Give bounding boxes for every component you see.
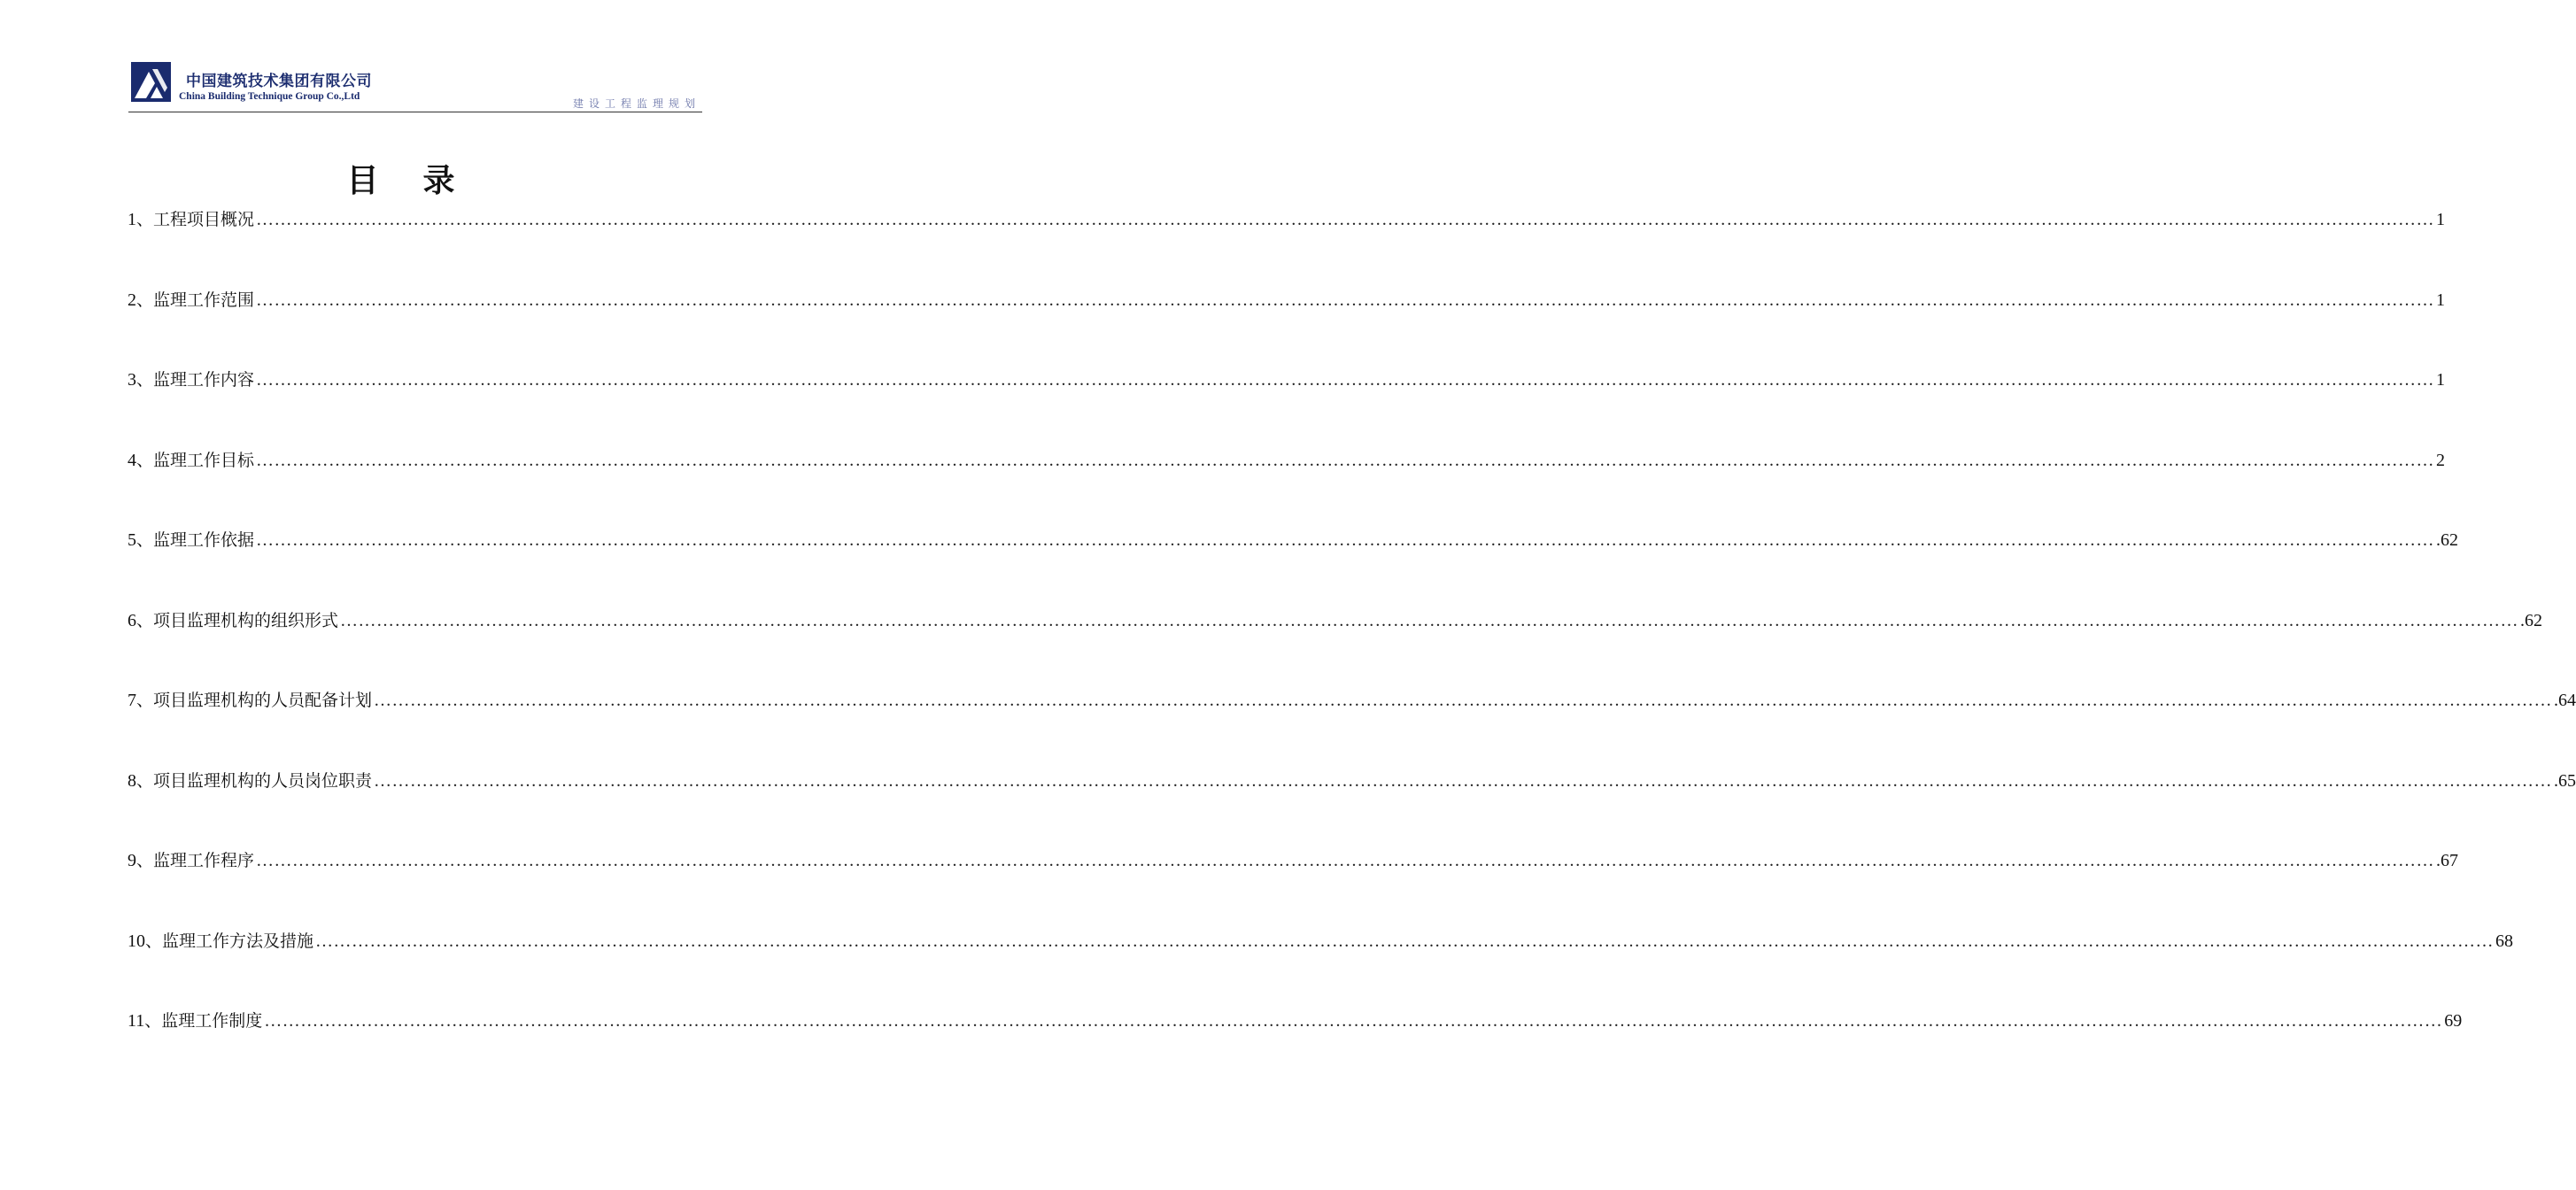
toc-entry[interactable] xyxy=(128,605,2543,685)
toc-entry[interactable] xyxy=(128,284,2446,365)
toc-page-number: .62 xyxy=(2520,610,2543,630)
toc-page-number: 1 xyxy=(2436,210,2446,229)
toc-page-number: 2 xyxy=(2436,450,2446,470)
toc-dot-leader: ……………………………………………………………………………………………………………………………………………………………………………………………………………………………………………………………………………………………………………………………… xyxy=(256,370,2435,390)
toc-entry-title: 工程项目概况 xyxy=(153,210,255,229)
toc-entry[interactable] xyxy=(128,444,2446,525)
toc-entry-number: 5 xyxy=(128,530,136,550)
toc-page-number: .62 xyxy=(2436,530,2459,550)
toc-dot-leader: ……………………………………………………………………………………………………………………………………………………………………………………………………………………………………………………………………………………………………………………………… xyxy=(315,931,2495,951)
toc-dot-leader: ……………………………………………………………………………………………………………………………………………………………………………………………………………………………………………………………………………………………………………………………… xyxy=(256,530,2435,550)
toc-entry[interactable] xyxy=(128,684,2576,765)
toc-entry-title: 监理工作程序 xyxy=(153,851,255,870)
toc-entry-separator: 、 xyxy=(136,370,154,390)
toc-dot-leader: ……………………………………………………………………………………………………………………………………………………………………………………………………………………………………………………………………………………………………………………………… xyxy=(256,851,2435,870)
toc-entry-separator: 、 xyxy=(136,210,154,229)
toc-page-number: 1 xyxy=(2436,370,2446,390)
toc-entry[interactable] xyxy=(128,765,2576,846)
toc-entry-title: 项目监理机构的组织形式 xyxy=(153,610,339,630)
toc-entry-separator: 、 xyxy=(144,1011,162,1031)
toc-entry-label xyxy=(128,1005,262,1037)
toc-page-number: .67 xyxy=(2436,851,2459,870)
toc-entry-separator: 、 xyxy=(136,610,154,630)
toc-entry-separator: 、 xyxy=(136,691,154,710)
toc-entry-label xyxy=(128,925,313,957)
toc-dot-leader: ……………………………………………………………………………………………………………………………………………………………………………………………………………………………………………………………………………………………………………………………… xyxy=(256,450,2435,470)
toc-entry-title: 监理工作范围 xyxy=(153,290,255,310)
toc-entry-number: 10 xyxy=(128,931,145,951)
toc-entry-label xyxy=(128,444,254,476)
toc-entry[interactable] xyxy=(128,925,2514,1006)
toc-entry-separator: 、 xyxy=(136,530,154,550)
toc-entry-label xyxy=(128,284,254,316)
page-title: 目录 xyxy=(346,163,499,199)
toc-entry-separator: 、 xyxy=(136,450,154,470)
toc-dot-leader: ……………………………………………………………………………………………………………………………………………………………………………………………………………………………………………………………………………………………………………………………… xyxy=(256,290,2435,310)
toc-entry[interactable] xyxy=(128,364,2446,444)
toc-entry-number: 7 xyxy=(128,691,136,710)
toc-entry-number: 6 xyxy=(128,610,136,630)
toc-dot-leader: ……………………………………………………………………………………………………………………………………………………………………………………………………………………………………………………………………………………………………………………………… xyxy=(256,210,2435,229)
toc-dot-leader: ……………………………………………………………………………………………………………………………………………………………………………………………………………………………………………………………………………………………………………………………… xyxy=(340,610,2519,630)
toc-entry-label xyxy=(128,364,254,396)
toc-entry-number: 11 xyxy=(128,1011,145,1031)
toc-entry-number: 4 xyxy=(128,450,136,470)
toc-entry-separator: 、 xyxy=(136,770,154,791)
toc-entry-number: 9 xyxy=(128,851,136,870)
toc-entry-label xyxy=(128,204,254,236)
toc-dot-leader: ……………………………………………………………………………………………………………………………………………………………………………………………………………………………………………………………………………………………………………………………… xyxy=(264,1011,2443,1031)
toc-page-number: 68 xyxy=(2495,931,2514,951)
company-logo-icon xyxy=(131,62,171,102)
toc-entry[interactable] xyxy=(128,204,2446,284)
document-type: 建设工程监理规划 xyxy=(572,97,700,110)
toc-entry-separator: 、 xyxy=(136,290,154,310)
toc-entry-label xyxy=(128,684,372,716)
toc-entry-label xyxy=(128,524,254,556)
toc-entry-title: 项目监理机构的人员配备计划 xyxy=(153,691,373,710)
toc-entry-number: 8 xyxy=(128,770,136,791)
toc-entry-title: 监理工作依据 xyxy=(153,530,255,550)
page-header xyxy=(128,58,702,112)
toc-dot-leader: ……………………………………………………………………………………………………………………………………………………………………………………………………………………………………………………………………………………………………………………………… xyxy=(374,770,2553,791)
toc-entry-title: 监理工作方法及措施 xyxy=(162,931,314,951)
toc-entry-title: 监理工作内容 xyxy=(153,370,255,390)
toc-entry[interactable] xyxy=(128,524,2459,605)
company-name-en: China Building Technique Group Co.,Ltd xyxy=(179,91,360,102)
company-name-cn: 中国建筑技术集团有限公司 xyxy=(186,73,372,90)
toc-entry-title: 项目监理机构的人员岗位职责 xyxy=(153,770,373,791)
toc-entry-label xyxy=(128,845,254,877)
toc-entry-number: 1 xyxy=(128,210,136,229)
toc-entry-label xyxy=(128,765,372,797)
toc-entry[interactable] xyxy=(128,1005,2463,1086)
toc-entry-separator: 、 xyxy=(145,931,163,951)
toc-entry-title: 监理工作制度 xyxy=(161,1011,263,1031)
toc-page-number: 69 xyxy=(2444,1011,2463,1031)
table-of-contents xyxy=(128,204,2576,1086)
toc-dot-leader: ……………………………………………………………………………………………………………………………………………………………………………………………………………………………………………………………………………………………………………………………… xyxy=(374,691,2553,710)
toc-entry-title: 监理工作目标 xyxy=(153,450,255,470)
toc-page-number: .65 xyxy=(2554,770,2576,791)
toc-entry-number: 3 xyxy=(128,370,136,390)
toc-page-number: .64 xyxy=(2554,691,2576,710)
toc-page-number: 1 xyxy=(2436,290,2446,310)
toc-entry-number: 2 xyxy=(128,290,136,310)
toc-entry-label xyxy=(128,605,338,637)
toc-entry[interactable] xyxy=(128,845,2459,925)
toc-entry-separator: 、 xyxy=(136,851,154,870)
